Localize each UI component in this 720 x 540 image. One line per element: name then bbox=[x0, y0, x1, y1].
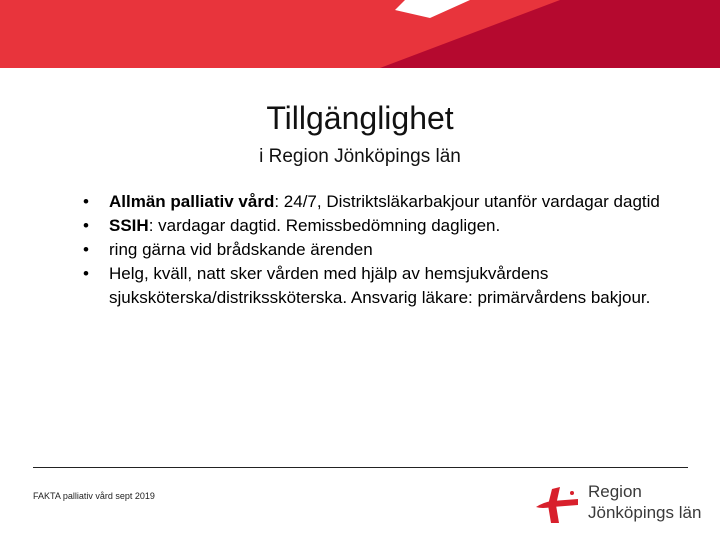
footer-note: FAKTA palliativ vård sept 2019 bbox=[33, 491, 155, 501]
header-banner bbox=[0, 0, 720, 68]
slide-subtitle: i Region Jönköpings län bbox=[259, 146, 461, 167]
bullet-bold: SSIH bbox=[109, 216, 149, 235]
bullet-text: Helg, kväll, natt sker vården med hjälp av hemsjukvårdens sjuksköterska/distrikssköterska. Ansvarig läkare: primärvårdens bakjour. bbox=[109, 264, 651, 307]
bullet-bold: Allmän palliativ vård bbox=[109, 192, 275, 211]
bullet-dot: • bbox=[83, 240, 89, 259]
bullet-dot: • bbox=[83, 264, 89, 283]
bullet-text: ring gärna vid brådskande ärenden bbox=[109, 240, 373, 259]
footer-divider bbox=[33, 467, 688, 468]
bullet-dot: • bbox=[83, 192, 89, 211]
bullet-item bbox=[80, 238, 680, 262]
slide-title: Tillgänglighet bbox=[266, 100, 454, 136]
bullet-dot: • bbox=[83, 216, 89, 235]
bullet-item bbox=[80, 190, 680, 214]
bullet-item bbox=[80, 262, 680, 310]
bullet-item bbox=[80, 214, 680, 238]
region-logo bbox=[530, 481, 700, 525]
logo-line-1: Region bbox=[588, 482, 642, 501]
logo-line-2: Jönköpings län bbox=[588, 503, 702, 522]
bullet-list bbox=[80, 190, 680, 310]
bullet-text: : 24/7, Distriktsläkarbakjour utanför vardagar dagtid bbox=[274, 192, 660, 211]
logo-text bbox=[588, 481, 701, 523]
bullet-text: : vardagar dagtid. Remissbedömning dagligen. bbox=[148, 216, 501, 235]
red-cross-logo-icon bbox=[530, 485, 582, 525]
